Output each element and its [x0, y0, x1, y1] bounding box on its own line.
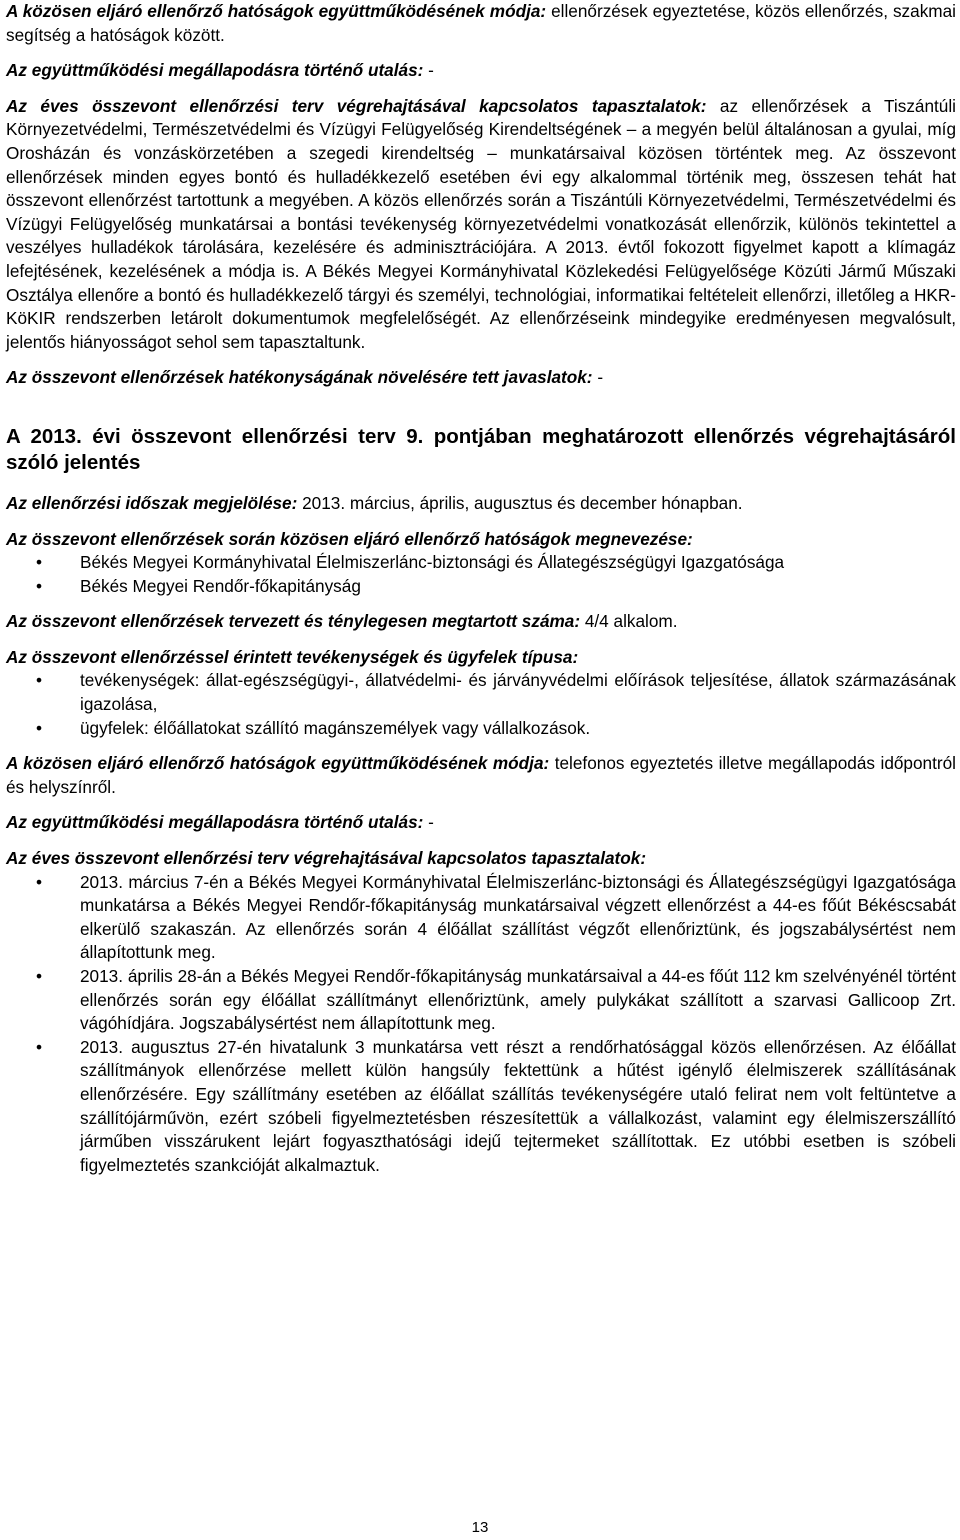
proposals-text: -	[592, 367, 604, 388]
count-text: 4/4 alkalom.	[580, 611, 678, 632]
experiences-list	[6, 871, 956, 1178]
count-paragraph	[6, 610, 956, 634]
list-item: • 2013. augusztus 27-én hivatalunk 3 munkatársa vett részt a rendőrhatósággal közös ellenőrzésen. Az élőállat szállítmányok ellenőrzése mellett külön hangsúly fektettünk a hűtést igénylő élelmiszerek szállításának ellenőrzésére. Egy szállítmány esetében az élőállat szállítás tevékenységére utaló felirat nem volt feltüntetve a szállítójárművön, ezért szóbeli figyelmeztetésben részesítettük a vállalkozást, valamint egy élelmiszerszállító járműben visszárukent lejárt fogyaszthatósági idejű tejtermeket szállítottak. Ez utóbbi esetben is szóbeli figyelmeztetés szankcióját alkalmaztuk.	[36, 1036, 956, 1175]
page-number: 13	[471, 1519, 489, 1536]
count-label: Az összevont ellenőrzések tervezett és ténylegesen megtartott száma:	[6, 611, 581, 632]
document-page	[6, 0, 956, 1177]
bullet-icon: •	[36, 717, 43, 738]
activities-heading	[6, 646, 956, 670]
list-item: • Békés Megyei Kormányhivatal Élelmiszerlánc-biztonsági és Állategészségügyi Igazgatósága	[6, 551, 956, 575]
report-mode-label: A közösen eljáró ellenőrző hatóságok együttműködésének módja:	[6, 753, 550, 774]
authorities-heading	[6, 528, 956, 552]
bullet-icon: •	[36, 871, 43, 892]
bullet-icon: •	[36, 1036, 43, 1057]
list-item: • tevékenységek: állat-egészségügyi-, állatvédelmi- és járványvédelmi előírások teljesítése, állatok származásának igazolása,	[36, 670, 956, 715]
period-label: Az ellenőrzési időszak megjelölése:	[6, 492, 298, 513]
report-title: A 2013. évi összevont ellenőrzési terv 9. pontjában meghatározott ellenőrzés végrehajtásáról szóló jelentés	[6, 424, 956, 474]
mode-paragraph	[6, 0, 956, 47]
period-text: 2013. március, április, augusztus és december hónapban.	[297, 492, 743, 513]
activities-list	[6, 669, 956, 740]
authorities-list	[6, 551, 956, 598]
proposals-label: Az összevont ellenőrzések hatékonyságának növelésére tett javaslatok:	[6, 367, 593, 388]
report-agreement-label: Az együttműködési megállapodásra történő utalás:	[6, 812, 424, 833]
agreement-paragraph	[6, 59, 956, 83]
list-item: • 2013. március 7-én a Békés Megyei Kormányhivatal Élelmiszerlánc-biztonsági és Állategészségügyi Igazgatósága munkatársa a Békés Megyei Rendőr-főkapitányság munkatársaival végzett ellenőrzést a 44-es főút Békéscsabát elkerülő szakaszán. Az ellenőrzés során 4 élőállat szállítást végzőt ellenőriztünk, és jogszabálysértést nem állapítottunk meg.	[36, 871, 956, 963]
period-paragraph	[6, 492, 956, 516]
bullet-icon: •	[36, 670, 43, 691]
agreement-text: -	[423, 60, 434, 81]
mode-text: ellenőrzések egyeztetése, közös ellenőrzés, szakmai segítség a hatóságok között.	[6, 1, 956, 45]
activities-label: Az összevont ellenőrzéssel érintett tevékenységek és ügyfelek típusa:	[6, 646, 579, 667]
proposals-paragraph	[6, 366, 956, 390]
bullet-icon: •	[36, 966, 43, 986]
experience-text-1: az ellenőrzések a Tiszántúli Környezetvédelmi, Természetvédelmi és Vízügyi Felügyelőség Kirendeltségének – a megyén belül általánosan a gyulai, míg Orosházán és vonzáskörzetében a szegedi kirendeltség – munkatársaival közösen történtek meg.	[6, 95, 956, 163]
report-experience-heading	[6, 847, 956, 871]
agreement-label: Az együttműködési megállapodásra történő utalás:	[6, 60, 424, 81]
list-item: • Békés Megyei Rendőr-főkapitányság	[6, 575, 956, 599]
experience-text-2: Az összevont ellenőrzések minden egyes bontó és hulladékkezelő esetében évi egy alkalommal történik meg, összesen tehát hat összevont ellenőrzést tartottunk a megyében. A közös ellenőrzés során a Tiszántúli Környezetvédelmi, Természetvédelmi és Vízügyi Felügyelőség munkatársai a bontási tevékenység környezetvédelmi vonatkozását ellenőrzik, különös tekintettel a veszélyes hulladékok tárolására, kezelésére és adminisztrációjára. A 2013. évtől fokozott figyelmet kapott a klímagáz lefejtésének, kezelésének a módja is. A Békés Megyei Kormányhivatal Közlekedési Felügyelősége Közúti Jármű Műszaki Osztálya ellenőre a bontó és hulladékkezelő tárgyi és személyi, technológiai, informatikai feltételeit ellenőrzi, illetőleg a HKR-KöKIR rendszerben letárolt dokumentumok megfelelőségét. Az ellenőrzéseink mindegyike eredményesen megvalósult, jelentős hiányosságot sehol sem tapasztaltunk.	[6, 142, 956, 352]
experience-label: Az éves összevont ellenőrzési terv végrehajtásával kapcsolatos tapasztalatok:	[6, 95, 707, 116]
report-mode-paragraph	[6, 752, 956, 799]
bullet-icon: •	[36, 575, 43, 596]
list-item: • 2013. április 28-án a Békés Megyei Rendőr-főkapitányság munkatársaival a 44-es főút 112 km szelvényénél történt ellenőrzés során egy élőállat szállítmányt ellenőriztünk, amely pulykákat szállított a szarvasi Gallicoop Zrt. vágóhídjára. Jogszabálysértést nem állapítottunk meg.	[36, 966, 956, 1034]
experience-paragraph	[6, 95, 956, 355]
report-agreement-text: -	[423, 812, 434, 833]
authorities-label: Az összevont ellenőrzések során közösen eljáró ellenőrző hatóságok megnevezése:	[6, 528, 693, 549]
bullet-icon: •	[36, 552, 43, 573]
list-item: • ügyfelek: élőállatokat szállító magánszemélyek vagy vállalkozások.	[6, 717, 956, 741]
mode-label: A közösen eljáró ellenőrző hatóságok együttműködésének módja:	[6, 1, 547, 21]
report-experience-label: Az éves összevont ellenőrzési terv végrehajtásával kapcsolatos tapasztalatok:	[6, 848, 647, 869]
report-agreement-paragraph	[6, 811, 956, 835]
report-mode-text: telefonos egyeztetés illetve megállapodás időpontról és helyszínről.	[6, 753, 956, 797]
